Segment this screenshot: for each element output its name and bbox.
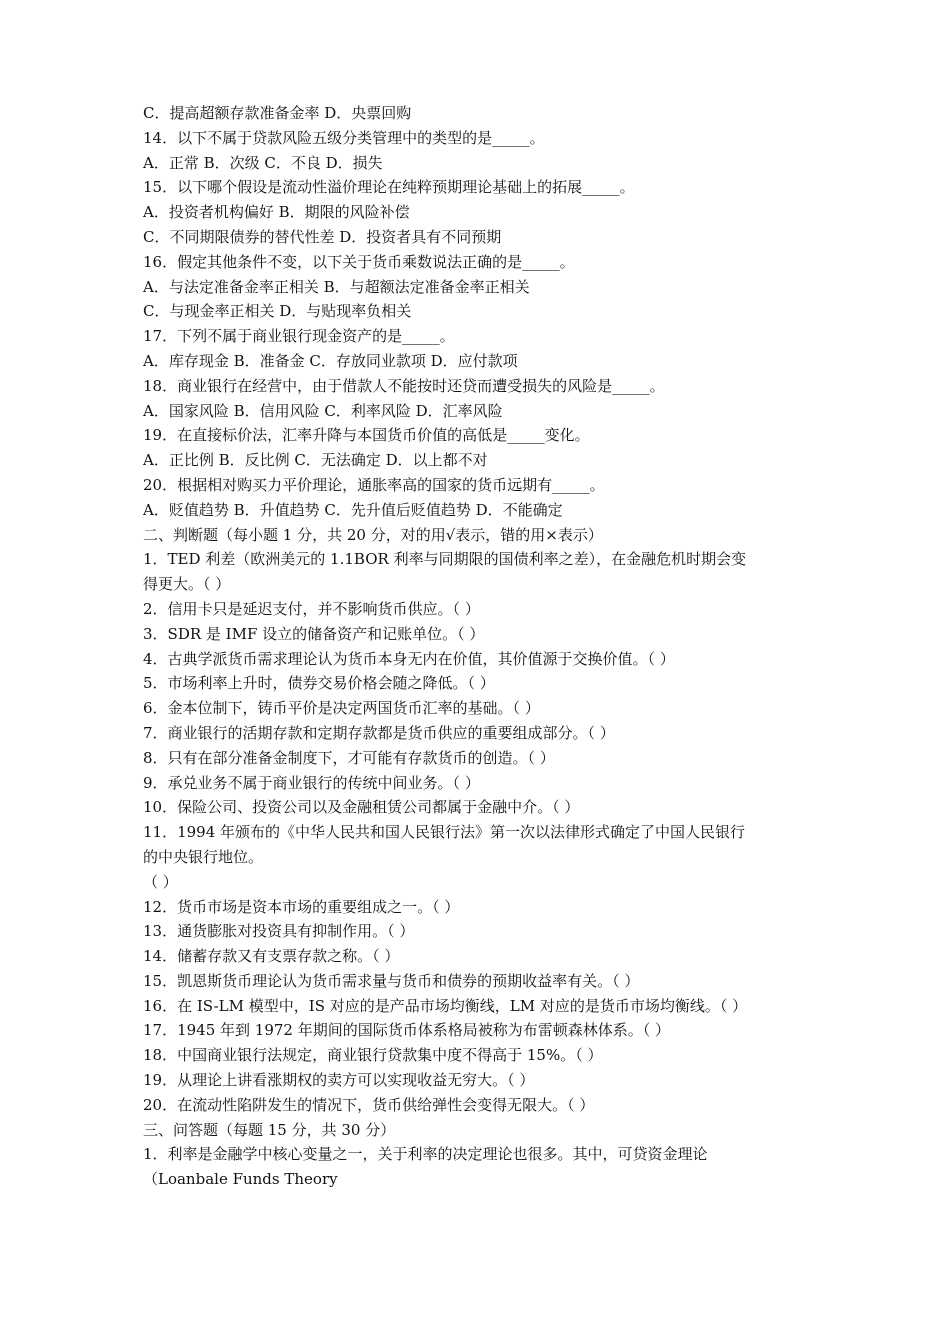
judgment-item-5: 5．市场利率上升时，债券交易价格会随之降低。（ ） <box>143 674 495 693</box>
option-line: A．正常 B．次级 C．不良 D．损失 <box>143 153 383 172</box>
question-14: 14．以下不属于贷款风险五级分类管理中的类型的是_____。 <box>143 128 545 147</box>
option-line: A．库存现金 B．准备金 C．存放同业款项 D．应付款项 <box>143 351 518 370</box>
judgment-item-20: 20．在流动性陷阱发生的情况下，货币供给弹性会变得无限大。（ ） <box>143 1095 595 1114</box>
judgment-item-10: 10．保险公司、投资公司以及金融租赁公司都属于金融中介。（ ） <box>143 798 580 817</box>
judgment-item-11-cont: 的中央银行地位。 <box>143 847 264 866</box>
option-line: A．正比例 B．反比例 C．无法确定 D．以上都不对 <box>143 451 488 470</box>
option-line: A．贬值趋势 B．升值趋势 C．先升值后贬值趋势 D．不能确定 <box>143 500 563 519</box>
question-15: 15．以下哪个假设是流动性溢价理论在纯粹预期理论基础上的拓展_____。 <box>143 178 635 197</box>
section-heading-essay: 三、问答题（每题 15 分，共 30 分） <box>143 1120 396 1139</box>
option-line: C．提高超额存款准备金率 D．央票回购 <box>143 104 412 122</box>
judgment-item-9: 9．承兑业务不属于商业银行的传统中间业务。（ ） <box>143 773 480 792</box>
question-20: 20．根据相对购买力平价理论，通胀率高的国家的货币远期有_____。 <box>143 475 605 494</box>
judgment-item-13: 13．通货膨胀对投资具有抑制作用。（ ） <box>143 922 415 941</box>
judgment-item-14: 14．储蓄存款又有支票存款之称。（ ） <box>143 947 400 966</box>
option-line: A．投资者机构偏好 B．期限的风险补偿 <box>143 203 410 222</box>
essay-item-1: 1．利率是金融学中核心变量之一，关于利率的决定理论也很多。其中，可贷资金理论 <box>143 1145 708 1164</box>
judgment-item-1-cont: 得更大。（ ） <box>143 575 231 594</box>
essay-item-1-cont: （Loanbale Funds Theory <box>143 1170 338 1189</box>
judgment-item-11: 11．1994 年颁布的《中华人民共和国人民银行法》第一次以法律形式确定了中国人民银行 <box>143 823 746 842</box>
judgment-item-7: 7．商业银行的活期存款和定期存款都是货币供应的重要组成部分。（ ） <box>143 723 615 742</box>
exam-text <box>143 101 823 1192</box>
judgment-item-16: 16．在 IS-LM 模型中，IS 对应的是产品市场均衡线，LM 对应的是货币市场均衡线。（ ） <box>143 996 748 1015</box>
judgment-item-12: 12．货币市场是资本市场的重要组成之一。（ ） <box>143 897 460 916</box>
question-18: 18．商业银行在经营中，由于借款人不能按时还贷而遭受损失的风险是_____。 <box>143 376 665 395</box>
judgment-item-4: 4．古典学派货币需求理论认为货币本身无内在价值，其价值源于交换价值。（ ） <box>143 649 675 668</box>
judgment-item-17: 17．1945 年到 1972 年期间的国际货币体系格局被称为布雷顿森林体系。（ ） <box>143 1021 671 1040</box>
judgment-item-15: 15．凯恩斯货币理论认为货币需求量与货币和债券的预期收益率有关。（ ） <box>143 971 640 990</box>
option-line: C．不同期限债券的替代性差 D．投资者具有不同预期 <box>143 227 502 246</box>
judgment-item-11-blank: （ ） <box>143 872 178 891</box>
judgment-item-1: 1．TED 利差（欧洲美元的 1.1BOR 利率与同期限的国债利率之差），在金融危机时期会变 <box>143 550 747 569</box>
section-heading-judgment: 二、判断题（每小题 1 分，共 20 分，对的用√表示，错的用×表示） <box>143 525 603 544</box>
judgment-item-8: 8．只有在部分准备金制度下，才可能有存款货币的创造。（ ） <box>143 748 555 767</box>
judgment-item-19: 19．从理论上讲看涨期权的卖方可以实现收益无穷大。（ ） <box>143 1071 535 1090</box>
question-16: 16．假定其他条件不变，以下关于货币乘数说法正确的是_____。 <box>143 252 575 271</box>
question-19: 19．在直接标价法，汇率升降与本国货币价值的高低是_____变化。 <box>143 426 590 445</box>
option-line: A．国家风险 B．信用风险 C．利率风险 D．汇率风险 <box>143 401 503 420</box>
judgment-item-2: 2．信用卡只是延迟支付，并不影响货币供应。（ ） <box>143 599 480 618</box>
judgment-item-18: 18．中国商业银行法规定，商业银行贷款集中度不得高于 15%。（ ） <box>143 1046 603 1065</box>
judgment-item-3: 3．SDR 是 IMF 设立的储备资产和记账单位。（ ） <box>143 624 485 643</box>
option-line: C．与现金率正相关 D．与贴现率负相关 <box>143 302 412 321</box>
option-line: A．与法定准备金率正相关 B．与超额法定准备金率正相关 <box>143 277 530 296</box>
question-17: 17．下列不属于商业银行现金资产的是_____。 <box>143 327 455 346</box>
judgment-item-6: 6．金本位制下，铸币平价是决定两国货币汇率的基础。（ ） <box>143 699 540 718</box>
